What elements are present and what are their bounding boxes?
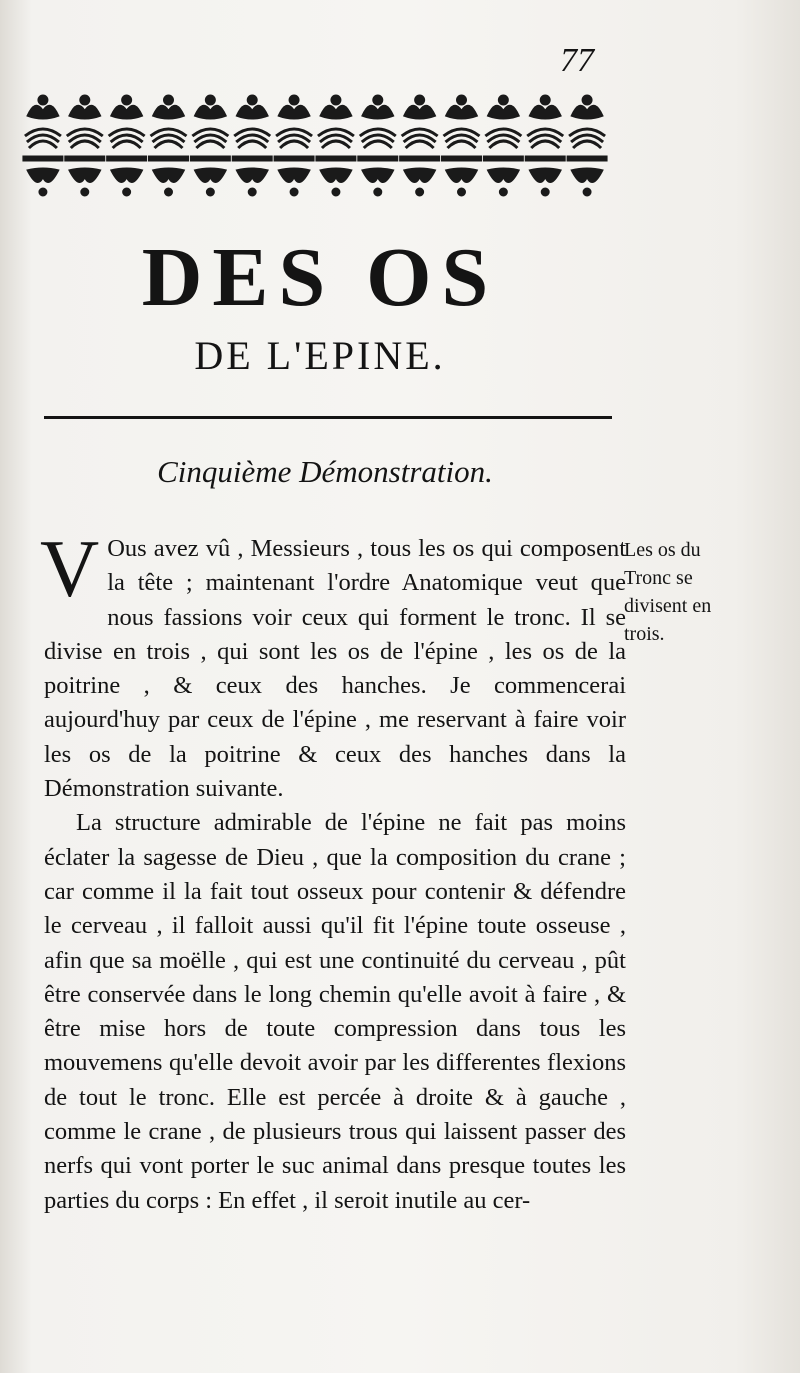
page-number: 77 bbox=[560, 42, 594, 79]
margin-note: Les os du Tronc se divisent en trois. bbox=[624, 539, 712, 645]
paragraph-1 bbox=[40, 523, 626, 806]
chapter-title: DES OS bbox=[141, 231, 499, 324]
fleuron-band-ornament bbox=[22, 92, 608, 200]
paragraph-2: La structure admirable de l'épine ne fait pas moins éclater la sagesse de Dieu , que la composition du crane ; car comme il la fait tout osseux pour contenir & défendre le cerveau , il falloit aussi qu'il fit l'épine toute osseuse , afin que sa moëlle , qui est une continuité du cerveau , pût être conservée dans le long chemin qu'elle avoit à faire , & être mise hors de toute compression dans tous les mouvemens qu'elle devoit avoir par les differentes flexions de tout le tronc. Elle est percée à droite & à gauche , comme le crane , de plusieurs trous qui laissent passer des nerfs qui vont porter le suc animal dans presque toutes les parties du corps : En effet , il seroit inutile au cer- bbox=[44, 809, 626, 1214]
title-rule bbox=[44, 416, 612, 419]
body-text bbox=[40, 523, 626, 1218]
drop-cap: V bbox=[40, 523, 100, 614]
section-heading: Cinquième Démonstration. bbox=[157, 454, 493, 489]
chapter-subtitle: DE L'EPINE. bbox=[194, 333, 446, 378]
paragraph-1-text: Ous avez vû , Messieurs , tous les os qui composent la tête ; maintenant l'ordre Anatomique veut que nous fassions voir ceux qui forment le tronc. Il se divise en trois , qui sont les os de l'épine , les os de la poitrine , & ceux des hanches. Je commencerai aujourd'huy par ceux de l'épine , me reservant à faire voir les os de la poitrine & ceux des hanches dans la Démonstration suivante. bbox=[44, 535, 626, 803]
